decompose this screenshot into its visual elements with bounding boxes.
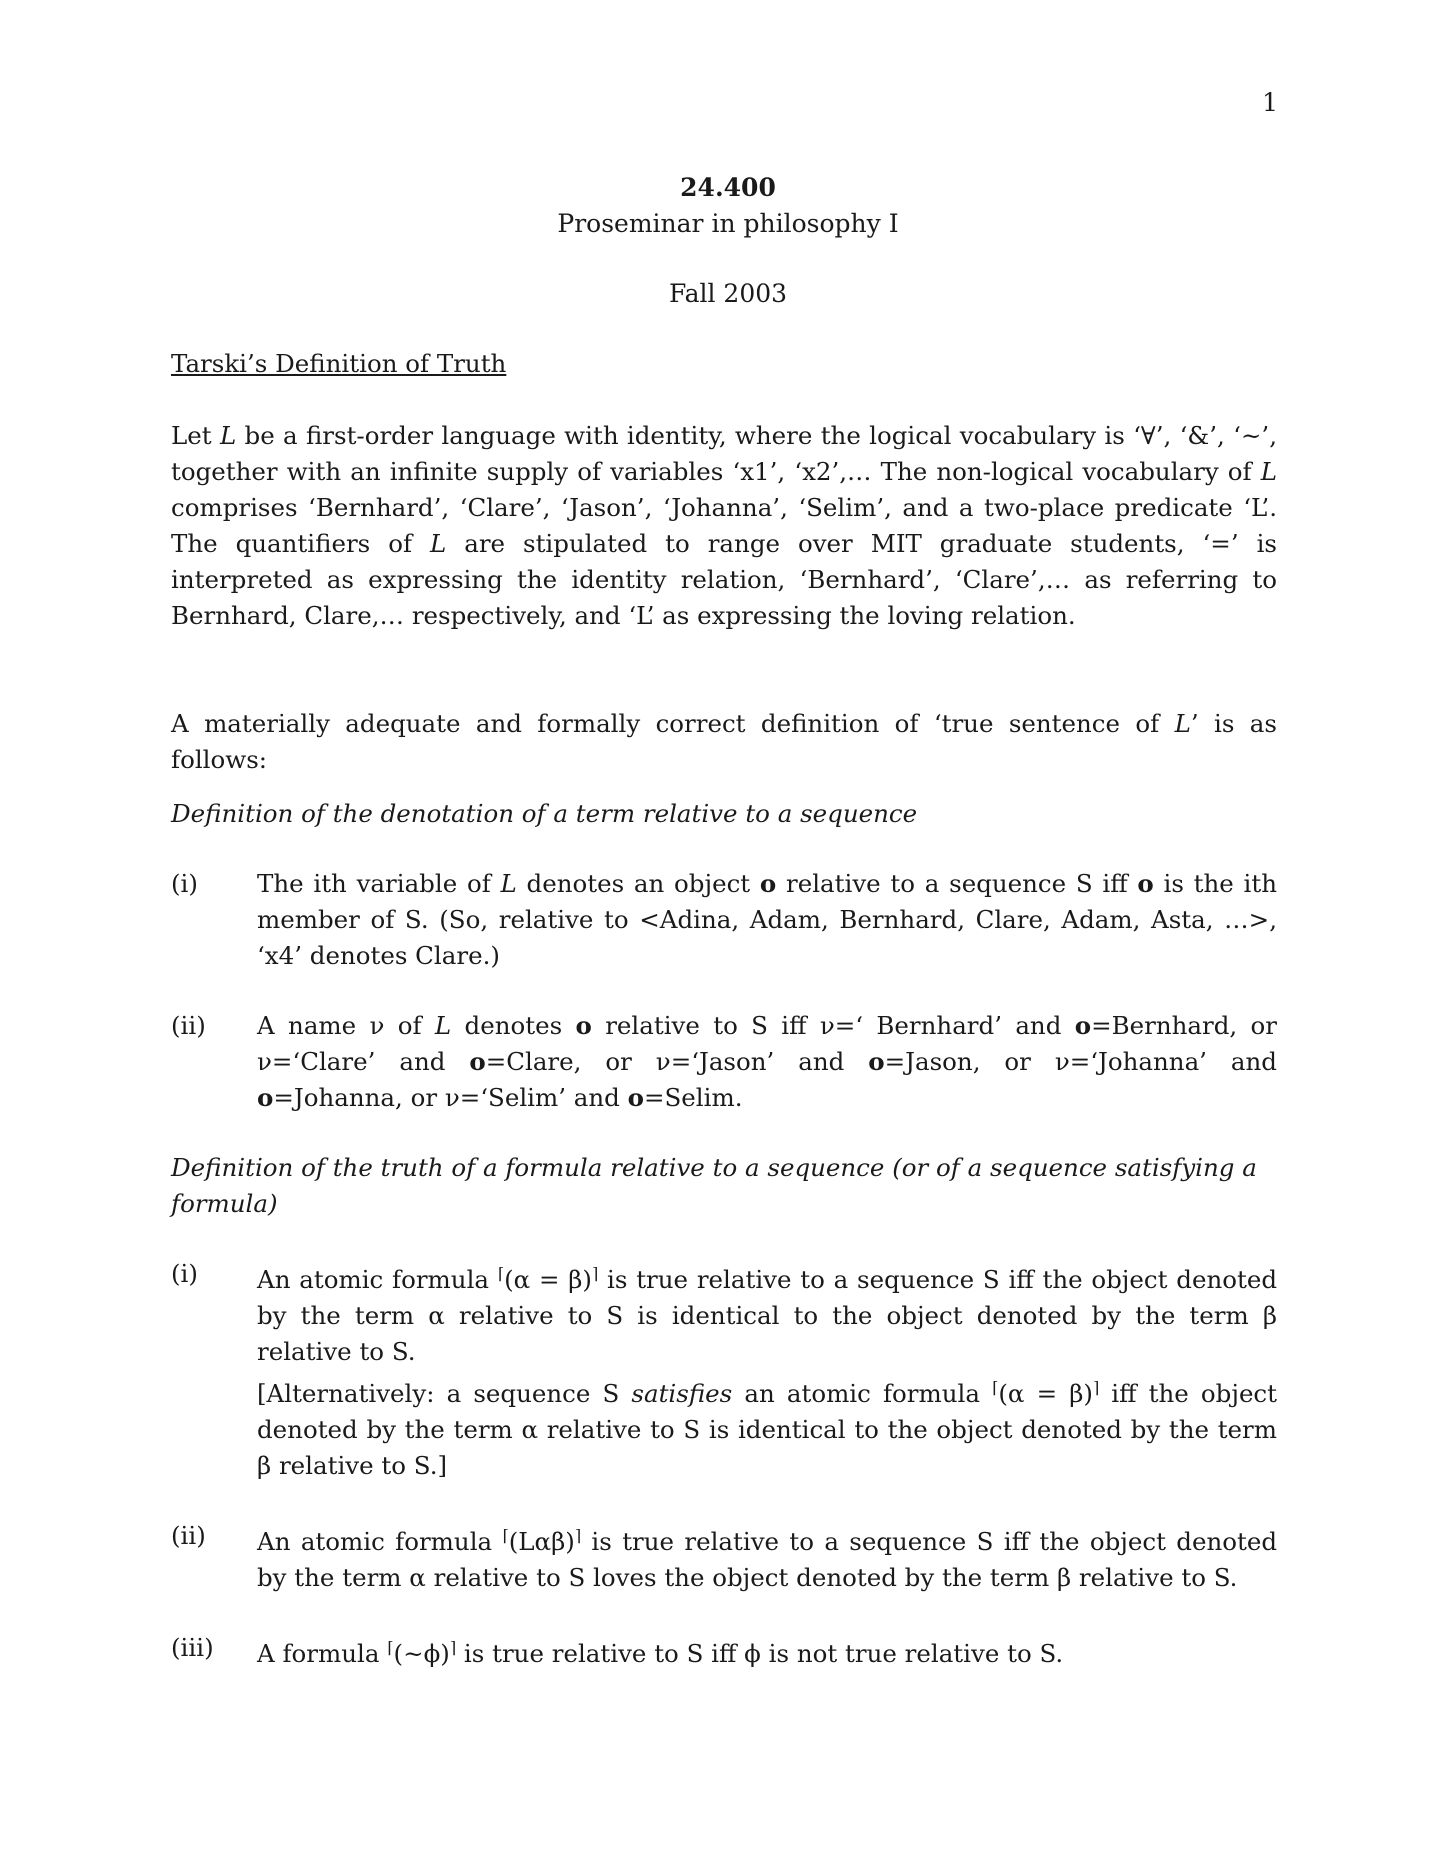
lead-text-2: ’ is as follows:	[171, 709, 1277, 774]
item-text: is true relative to S iff ϕ is not true relative to S.	[456, 1639, 1064, 1668]
language-symbol: L	[429, 529, 447, 558]
object-symbol: o	[257, 1083, 274, 1112]
object-symbol: o	[1074, 1011, 1092, 1040]
object-symbol: o	[469, 1047, 486, 1076]
item-body	[257, 1008, 1277, 1116]
document-header	[0, 170, 1456, 312]
language-symbol: L	[219, 421, 237, 450]
item-text: =Jason, or ν=‘Johanna’ and	[884, 1047, 1277, 1076]
item-number: (i)	[171, 1259, 198, 1288]
language-symbol: L	[500, 869, 517, 898]
quasi-quote-open: ⌈	[387, 1638, 394, 1657]
item-text: A formula	[257, 1639, 388, 1668]
object-symbol: o	[1137, 869, 1154, 898]
object-symbol: o	[575, 1011, 592, 1040]
quasi-quote-close: ⌉	[449, 1638, 457, 1657]
truth-item-i	[171, 1256, 1277, 1484]
lead-paragraph	[171, 706, 1277, 778]
lead-text-1: A materially adequate and formally correct definition of ‘true sentence of	[171, 709, 1175, 738]
intro-text-2: be a first-order language with identity, where the logical vocabulary is ‘∀’, ‘&’, ‘~’, together with an infinite supply of variables ‘x1’, ‘x2’,… The non-logical vocabulary of	[171, 421, 1277, 486]
item-text: denotes	[451, 1011, 576, 1040]
item-text: =Johanna, or ν=‘Selim’ and	[273, 1083, 628, 1112]
item-text: denotes an object	[516, 869, 760, 898]
object-symbol: o	[868, 1047, 885, 1076]
item-text: is true relative to a sequence S iff the object denoted by the term α relative to S is identical to the object denoted by the term β relative to S.	[257, 1265, 1277, 1366]
item-body	[257, 1256, 1277, 1484]
formula: (~ϕ)	[393, 1639, 450, 1668]
section-title: Tarski’s Definition of Truth	[171, 349, 507, 378]
truth-item-ii	[171, 1518, 1277, 1596]
quasi-quote-close: ⌉	[1092, 1378, 1100, 1397]
language-symbol: L	[1260, 457, 1277, 486]
item-text: =Bernhard, or ν=‘Clare’ and	[257, 1011, 1277, 1076]
object-symbol: o	[627, 1083, 644, 1112]
item-text: =Selim.	[644, 1083, 743, 1112]
item-body	[257, 866, 1277, 974]
formula: (α = β)	[998, 1379, 1093, 1408]
intro-paragraph	[171, 418, 1277, 634]
document-body	[171, 346, 1277, 1706]
truth-heading: Definition of the truth of a formula relative to a sequence (or of a sequence satisfying a formula)	[171, 1153, 1257, 1218]
intro-text-3: comprises ‘Bernhard’, ‘Clare’, ‘Jason’, ‘Johanna’, ‘Selim’, and a two-place predicate ‘L’. The quantifiers of	[171, 493, 1277, 558]
course-title: Proseminar in philosophy I	[557, 209, 899, 238]
item-number: (ii)	[171, 1521, 206, 1550]
item-body	[257, 1630, 1277, 1672]
intro-text-1: Let	[171, 421, 220, 450]
formula: (Lαβ)	[508, 1527, 575, 1556]
course-code: 24.400	[680, 173, 776, 202]
emphasis: satisfies	[631, 1379, 733, 1408]
denotation-heading: Definition of the denotation of a term relative to a sequence	[171, 799, 918, 828]
item-text: The ith variable of	[257, 869, 501, 898]
item-text: A name ν of	[257, 1011, 435, 1040]
item-text: iff the object denoted by the term α relative to S is identical to the object denoted by the term β relative to S.]	[257, 1379, 1278, 1480]
item-text: an atomic formula	[732, 1379, 993, 1408]
item-body	[257, 1518, 1277, 1596]
quasi-quote-close: ⌉	[574, 1526, 582, 1545]
item-text: [Alternatively: a sequence S	[257, 1379, 632, 1408]
truth-item-iii	[171, 1630, 1277, 1672]
item-text: An atomic formula	[257, 1527, 503, 1556]
alternative-note	[257, 1370, 1277, 1484]
course-term: Fall 2003	[668, 279, 788, 308]
item-number: (iii)	[171, 1633, 214, 1662]
formula: (α = β)	[504, 1265, 592, 1294]
item-text: is the ith member of S. (So, relative to <Adina, Adam, Bernhard, Clare, Adam, Asta, …>, ‘x4’ denotes Clare.)	[257, 869, 1278, 970]
page-number: 1	[1262, 88, 1278, 117]
item-text: relative to a sequence S iff	[776, 869, 1138, 898]
language-symbol: L	[434, 1011, 452, 1040]
item-text: =Clare, or ν=‘Jason’ and	[485, 1047, 869, 1076]
item-number: (ii)	[171, 1011, 206, 1040]
denotation-item-ii	[171, 1008, 1277, 1116]
intro-text-4: are stipulated to range over MIT graduate students, ‘=’ is interpreted as expressing the identity relation, ‘Bernhard’, ‘Clare’,… as referring to Bernhard, Clare,… respectively, and ‘L’ as expressing the loving relation.	[171, 529, 1277, 630]
denotation-item-i	[171, 866, 1277, 974]
item-text: is true relative to a sequence S iff the object denoted by the term α relative to S loves the object denoted by the term β relative to S.	[257, 1527, 1277, 1592]
quasi-quote-open: ⌈	[992, 1378, 999, 1397]
item-text: An atomic formula	[257, 1265, 498, 1294]
quasi-quote-close: ⌉	[591, 1264, 599, 1283]
quasi-quote-open: ⌈	[497, 1264, 505, 1283]
object-symbol: o	[759, 869, 777, 898]
language-symbol: L	[1174, 709, 1191, 738]
item-number: (i)	[171, 869, 198, 898]
quasi-quote-open: ⌈	[502, 1526, 509, 1545]
item-text: relative to S iff ν=‘ Bernhard’ and	[591, 1011, 1075, 1040]
